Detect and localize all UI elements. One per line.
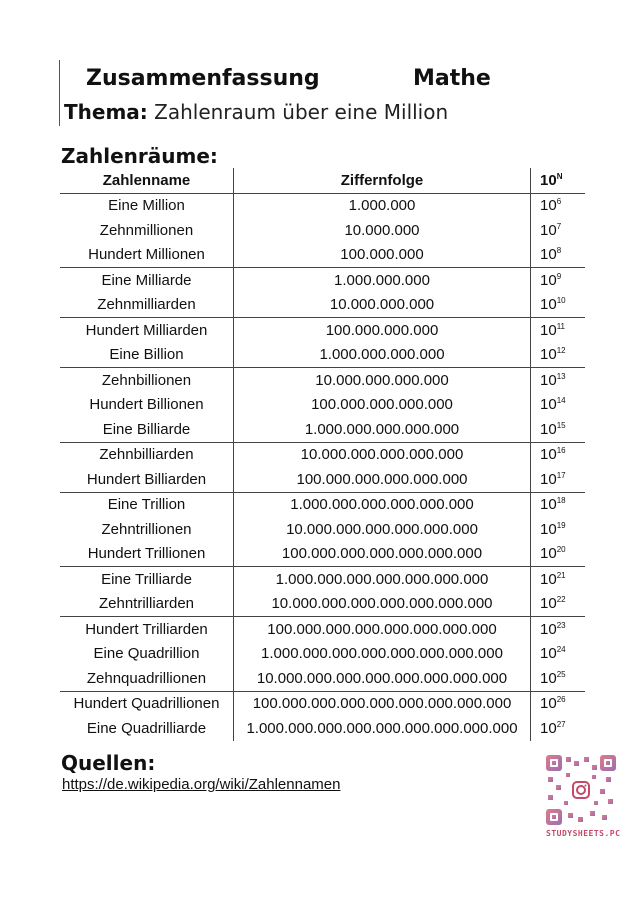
- power-exponent: 25: [556, 669, 566, 679]
- power-of-ten: [531, 716, 586, 741]
- power-exponent: 12: [556, 346, 566, 356]
- power-of-ten: [531, 218, 586, 243]
- power-base: 10: [540, 420, 557, 438]
- digit-sequence: 10.000.000.000.000.000: [234, 442, 531, 467]
- power-base: 10: [540, 271, 557, 289]
- subject-label: Mathe: [413, 66, 491, 91]
- digit-sequence: 10.000.000.000.000.000.000.000.000: [234, 666, 531, 691]
- power-base: 10: [540, 570, 557, 588]
- power-of-ten: [531, 393, 586, 418]
- number-name: Hundert Quadrillionen: [60, 691, 234, 716]
- power-of-ten: [531, 467, 586, 492]
- number-name: Eine Trilliarde: [60, 567, 234, 592]
- table-row: [60, 417, 585, 442]
- power-exponent: 27: [556, 719, 566, 729]
- qr-code: [546, 755, 616, 825]
- power-exponent: 9: [556, 271, 562, 281]
- power-exponent: 16: [556, 446, 566, 456]
- table-row: [60, 617, 585, 642]
- table-row: [60, 193, 585, 218]
- table-row: [60, 666, 585, 691]
- power-exponent: 10: [556, 296, 566, 306]
- column-header-name: Zahlenname: [60, 168, 234, 193]
- power-exponent: 24: [556, 645, 566, 655]
- power-exponent: 6: [556, 197, 562, 207]
- table-header-row: [60, 168, 585, 193]
- digit-sequence: 1.000.000.000.000.000.000: [234, 492, 531, 517]
- table-row: [60, 393, 585, 418]
- digit-sequence: 100.000.000: [234, 243, 531, 268]
- table-row: [60, 592, 585, 617]
- table-row: [60, 642, 585, 667]
- number-name: Hundert Trilliarden: [60, 617, 234, 642]
- number-name: Hundert Trillionen: [60, 542, 234, 567]
- table-row: [60, 368, 585, 393]
- power-of-ten: [531, 193, 586, 218]
- power-base: 10: [540, 695, 557, 713]
- number-name: Zehntrillionen: [60, 517, 234, 542]
- number-name: Eine Quadrillion: [60, 642, 234, 667]
- table-row: [60, 268, 585, 293]
- power-base: 10: [540, 595, 557, 613]
- power-of-ten: [531, 268, 586, 293]
- digit-sequence: 100.000.000.000.000.000.000.000.000: [234, 691, 531, 716]
- power-exponent: 19: [556, 520, 566, 530]
- table-row: [60, 567, 585, 592]
- digit-sequence: 100.000.000.000.000.000: [234, 467, 531, 492]
- digit-sequence: 1.000.000.000.000: [234, 343, 531, 368]
- power-base: 10: [540, 171, 557, 189]
- table-row: [60, 691, 585, 716]
- digit-sequence: 100.000.000.000.000.000.000: [234, 542, 531, 567]
- power-exponent: 22: [556, 595, 566, 605]
- topic-value: Zahlenraum über eine Million: [154, 100, 449, 124]
- topic-line: [64, 100, 448, 124]
- number-name: Hundert Millionen: [60, 243, 234, 268]
- power-base: 10: [540, 645, 557, 663]
- number-name: Hundert Milliarden: [60, 318, 234, 343]
- number-name: Eine Billion: [60, 343, 234, 368]
- power-exponent: 18: [556, 496, 566, 506]
- digit-sequence: 1.000.000: [234, 193, 531, 218]
- power-base: 10: [540, 520, 557, 538]
- qr-label: STUDYSHEETS.PC: [546, 829, 621, 838]
- power-of-ten: [531, 542, 586, 567]
- power-of-ten: [531, 642, 586, 667]
- digit-sequence: 10.000.000.000: [234, 293, 531, 318]
- power-base: 10: [540, 321, 557, 339]
- power-of-ten: [531, 567, 586, 592]
- instagram-icon: [573, 782, 589, 798]
- power-base: 10: [540, 545, 557, 563]
- number-name: Hundert Billiarden: [60, 467, 234, 492]
- number-name: Zehnmilliarden: [60, 293, 234, 318]
- power-of-ten: [531, 343, 586, 368]
- power-exponent: 20: [556, 545, 566, 555]
- digit-sequence: 100.000.000.000: [234, 318, 531, 343]
- power-of-ten: [531, 592, 586, 617]
- power-base: 10: [540, 197, 557, 215]
- power-exponent: 7: [556, 221, 562, 231]
- power-base: 10: [540, 669, 557, 687]
- digit-sequence: 10.000.000.000.000.000.000: [234, 517, 531, 542]
- number-name: Zehnbilliarden: [60, 442, 234, 467]
- sources-title: Quellen:: [61, 751, 156, 775]
- number-name: Hundert Billionen: [60, 393, 234, 418]
- number-name: Eine Billiarde: [60, 417, 234, 442]
- power-of-ten: [531, 417, 586, 442]
- digit-sequence: 1.000.000.000.000.000.000.000: [234, 567, 531, 592]
- topic-label: Thema:: [64, 100, 148, 124]
- power-exponent: 8: [556, 246, 562, 256]
- power-exponent: 23: [556, 620, 566, 630]
- digit-sequence: 1.000.000.000.000.000: [234, 417, 531, 442]
- number-name: Zehnbillionen: [60, 368, 234, 393]
- power-exponent: 11: [556, 321, 565, 331]
- digit-sequence: 10.000.000.000.000.000.000.000: [234, 592, 531, 617]
- power-of-ten: [531, 617, 586, 642]
- power-exponent: 14: [556, 396, 566, 406]
- digit-sequence: 10.000.000.000.000: [234, 368, 531, 393]
- number-name: Zehnmillionen: [60, 218, 234, 243]
- table-body: [60, 193, 585, 741]
- document-title: Zusammenfassung: [86, 66, 320, 91]
- power-base: 10: [540, 620, 557, 638]
- document-header: [59, 60, 500, 126]
- column-header-digits: Ziffernfolge: [234, 168, 531, 193]
- section-title: Zahlenräume:: [61, 144, 218, 168]
- table-row: [60, 517, 585, 542]
- power-exponent: 21: [556, 570, 566, 580]
- table-row: [60, 343, 585, 368]
- table-row: [60, 716, 585, 741]
- power-base: 10: [540, 221, 557, 239]
- column-header-power: [531, 168, 586, 193]
- power-base: 10: [540, 296, 557, 314]
- power-of-ten: [531, 442, 586, 467]
- power-base: 10: [540, 396, 557, 414]
- power-of-ten: [531, 666, 586, 691]
- power-base: 10: [540, 446, 557, 464]
- digit-sequence: 100.000.000.000.000: [234, 393, 531, 418]
- power-of-ten: [531, 517, 586, 542]
- power-exponent: 13: [556, 371, 566, 381]
- power-of-ten: [531, 492, 586, 517]
- power-of-ten: [531, 243, 586, 268]
- power-exponent: 26: [556, 695, 566, 705]
- power-of-ten: [531, 318, 586, 343]
- table-row: [60, 218, 585, 243]
- number-name: Zehnquadrillionen: [60, 666, 234, 691]
- power-of-ten: [531, 691, 586, 716]
- table-row: [60, 442, 585, 467]
- table-row: [60, 243, 585, 268]
- power-base: 10: [540, 470, 557, 488]
- power-of-ten: [531, 293, 586, 318]
- number-ranges-table: [60, 168, 585, 741]
- digit-sequence: 1.000.000.000: [234, 268, 531, 293]
- power-exponent: N: [556, 171, 563, 181]
- number-name: Eine Trillion: [60, 492, 234, 517]
- table-row: [60, 467, 585, 492]
- power-exponent: 15: [556, 420, 566, 430]
- digit-sequence: 10.000.000: [234, 218, 531, 243]
- number-name: Eine Milliarde: [60, 268, 234, 293]
- table-row: [60, 492, 585, 517]
- number-name: Eine Quadrilliarde: [60, 716, 234, 741]
- power-base: 10: [540, 371, 557, 389]
- digit-sequence: 100.000.000.000.000.000.000.000: [234, 617, 531, 642]
- power-base: 10: [540, 246, 557, 264]
- number-name: Zehntrilliarden: [60, 592, 234, 617]
- table-row: [60, 293, 585, 318]
- digit-sequence: 1.000.000.000.000.000.000.000.000.000: [234, 716, 531, 741]
- power-base: 10: [540, 346, 557, 364]
- power-of-ten: [531, 368, 586, 393]
- source-link[interactable]: https://de.wikipedia.org/wiki/Zahlennamen: [62, 776, 341, 793]
- table-row: [60, 318, 585, 343]
- number-name: Eine Million: [60, 193, 234, 218]
- digit-sequence: 1.000.000.000.000.000.000.000.000: [234, 642, 531, 667]
- power-base: 10: [540, 496, 557, 514]
- power-base: 10: [540, 719, 557, 737]
- table-row: [60, 542, 585, 567]
- power-exponent: 17: [556, 470, 566, 480]
